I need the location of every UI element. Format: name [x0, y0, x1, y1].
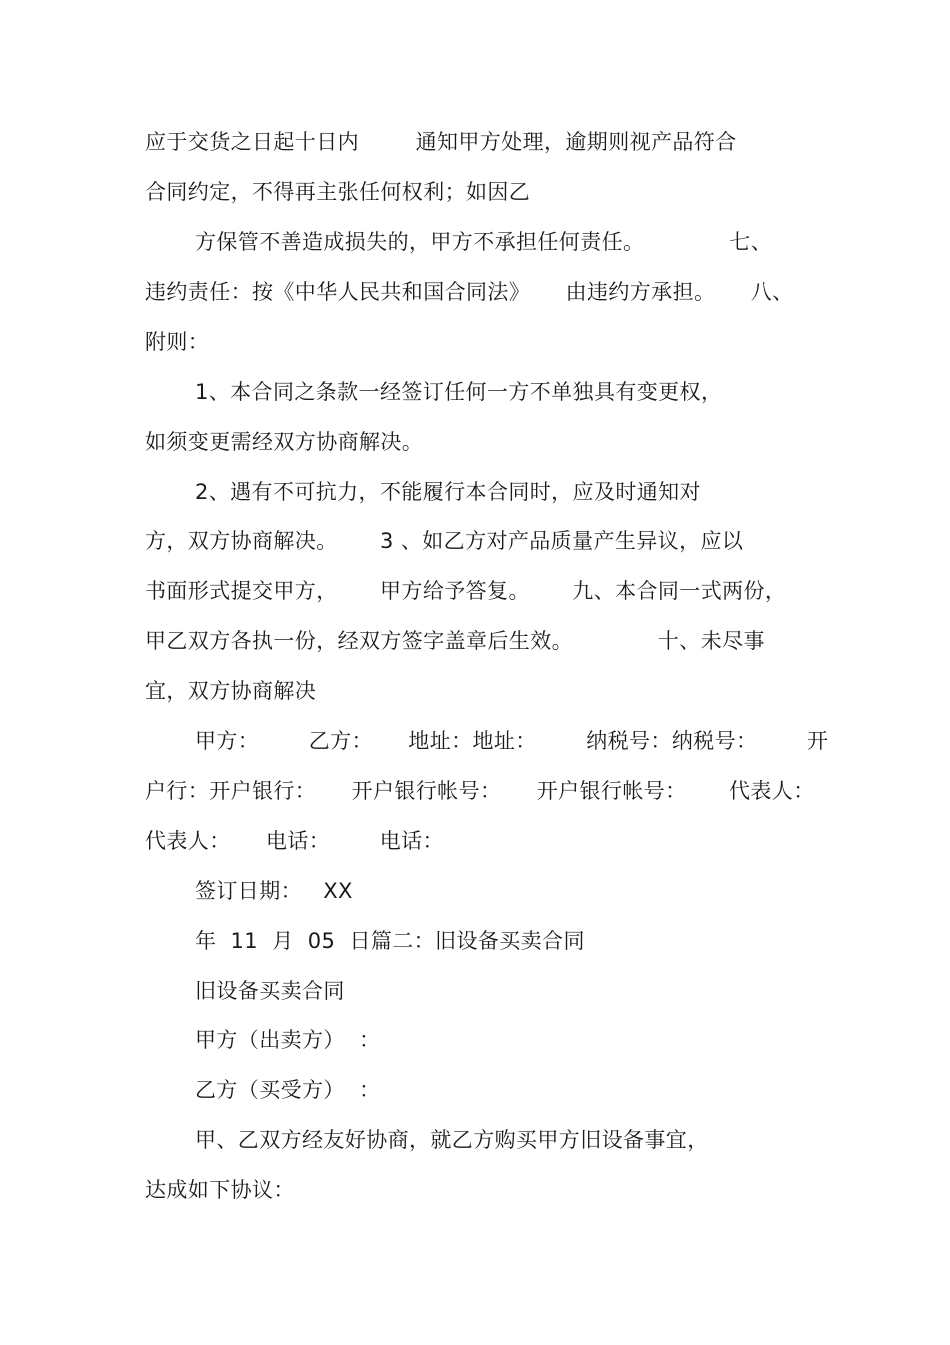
text-line: 1、本合同之条款一经签订任何一方不单独具有变更权， [195, 380, 723, 404]
text-line: 甲方（出卖方） ： [195, 1028, 381, 1052]
text-line: 代表人： 电话： 电话： [145, 829, 444, 853]
text-line: 应于交货之日起十日内 通知甲方处理，逾期则视产品符合 [145, 130, 737, 154]
text-line: 达成如下协议： [145, 1178, 295, 1202]
text-line: 如须变更需经双方协商解决。 [145, 430, 424, 454]
text-line: 合同约定，不得再主张任何权利；如因乙 [145, 180, 531, 204]
text-line: 方，双方协商解决。 3 、如乙方对产品质量产生异议，应以 [145, 529, 744, 553]
text-line: 签订日期： XX [195, 879, 353, 903]
text-line: 2、遇有不可抗力，不能履行本合同时，应及时通知对 [195, 480, 701, 504]
text-line: 户行：开户银行： 开户银行帐号： 开户银行帐号： 代表人： [145, 779, 815, 803]
text-line: 乙方（买受方） ： [195, 1078, 381, 1102]
text-line: 违约责任：按《中华人民共和国合同法》 由违约方承担。 八、 [145, 280, 794, 304]
text-line: 甲方： 乙方： 地址：地址： 纳税号：纳税号： 开 [195, 729, 829, 753]
text-line: 年 11 月 05 日篇二：旧设备买卖合同 [195, 929, 585, 953]
text-line: 宜，双方协商解决 [145, 679, 317, 703]
text-line: 旧设备买卖合同 [195, 979, 345, 1003]
text-line: 方保管不善造成损失的，甲方不承担任何责任。 七、 [195, 230, 773, 254]
text-line: 甲乙双方各执一份，经双方签字盖章后生效。 十、未尽事 [145, 629, 765, 653]
text-line: 书面形式提交甲方， 甲方给予答复。 九、本合同一式两份， [145, 579, 787, 603]
text-line: 附则： [145, 330, 210, 354]
text-line: 甲、乙双方经友好协商，就乙方购买甲方旧设备事宜， [195, 1128, 709, 1152]
